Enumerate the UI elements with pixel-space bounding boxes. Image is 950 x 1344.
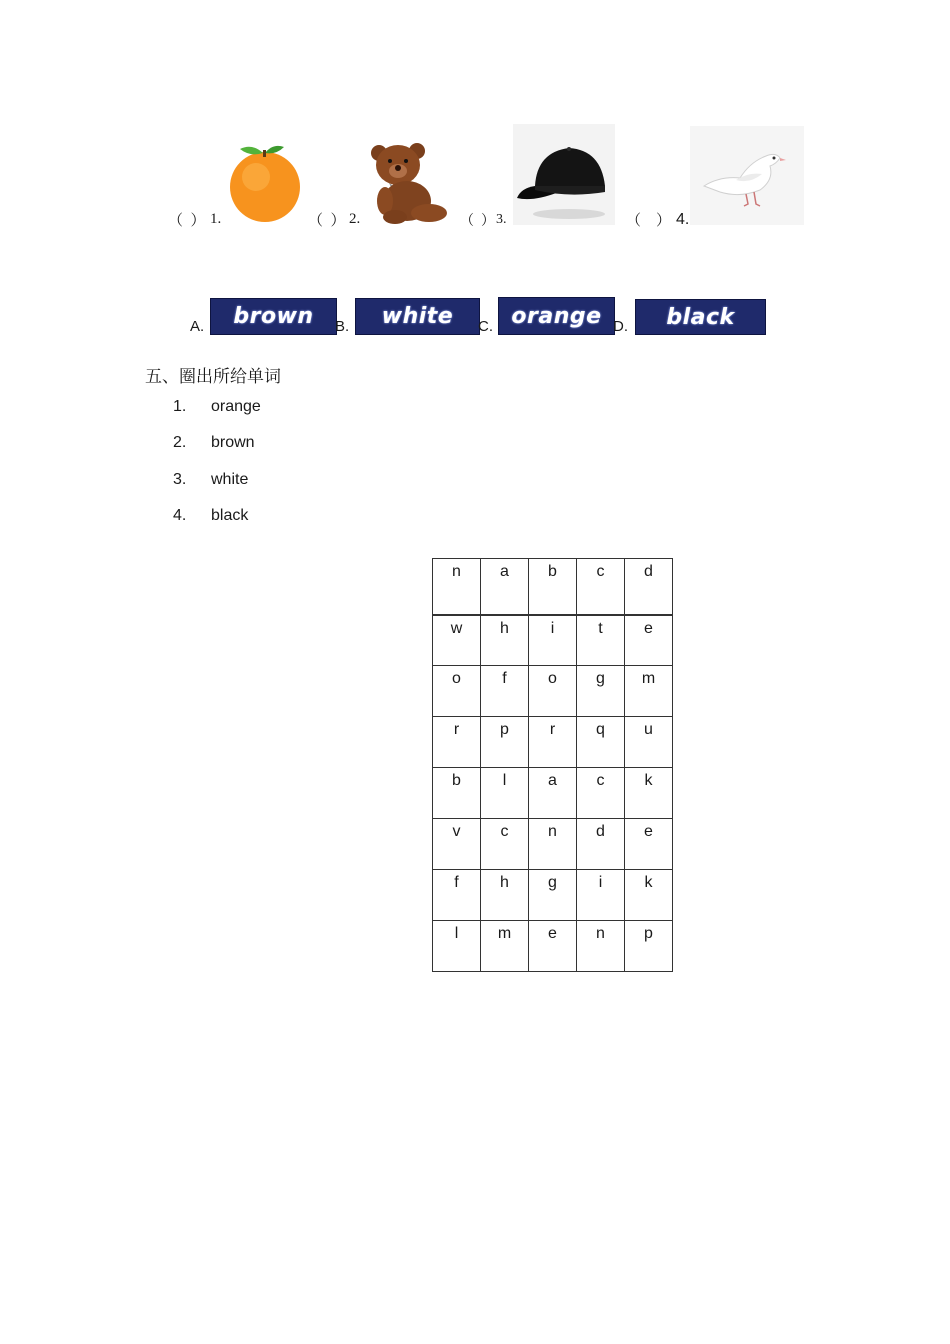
grid-cell[interactable]: b — [529, 559, 577, 615]
section-title: 五、圈出所给单词 — [145, 367, 281, 386]
list-word: black — [211, 507, 249, 524]
grid-cell[interactable]: e — [529, 921, 577, 972]
grid-row — [433, 819, 673, 870]
grid-cell[interactable]: i — [577, 870, 625, 921]
grid-cell[interactable]: c — [481, 819, 529, 870]
list-number: 2. — [173, 434, 187, 451]
grid-cell[interactable]: n — [529, 819, 577, 870]
option-letter-b: B. — [335, 318, 350, 335]
grid-cell[interactable]: f — [481, 666, 529, 717]
grid-cell[interactable]: f — [433, 870, 481, 921]
answer-paren-1[interactable]: （ ） — [168, 213, 206, 229]
grid-cell[interactable]: n — [577, 921, 625, 972]
grid-row — [433, 717, 673, 768]
grid-cell[interactable]: p — [481, 717, 529, 768]
grid-row — [433, 921, 673, 972]
grid-cell[interactable]: a — [529, 768, 577, 819]
list-number: 4. — [173, 507, 187, 524]
option-card-black: black — [635, 299, 766, 335]
grid-cell[interactable]: n — [433, 559, 481, 615]
list-word: orange — [211, 398, 261, 415]
question-number-2: 2. — [349, 211, 361, 227]
grid-cell[interactable]: a — [481, 559, 529, 615]
grid-cell[interactable]: i — [529, 615, 577, 666]
grid-cell[interactable]: l — [481, 768, 529, 819]
option-letter-d: D. — [613, 318, 628, 335]
question-number-1: 1. — [210, 211, 222, 227]
question-number-3: 3. — [496, 212, 507, 227]
grid-row — [433, 768, 673, 819]
grid-cell[interactable]: c — [577, 559, 625, 615]
grid-cell[interactable]: h — [481, 615, 529, 666]
grid-cell[interactable]: b — [433, 768, 481, 819]
answer-paren-4[interactable]: （ ） — [626, 213, 672, 229]
grid-cell[interactable]: r — [529, 717, 577, 768]
grid-cell[interactable]: m — [481, 921, 529, 972]
option-card-brown: brown — [210, 298, 337, 335]
grid-cell[interactable]: r — [433, 717, 481, 768]
question-number-4: 4. — [676, 211, 690, 228]
answer-paren-3[interactable]: （ ） — [460, 214, 495, 229]
cap-picture — [513, 124, 615, 225]
dove-picture — [690, 126, 804, 225]
grid-cell[interactable]: h — [481, 870, 529, 921]
grid-cell[interactable]: p — [625, 921, 673, 972]
grid-cell[interactable]: e — [625, 819, 673, 870]
option-letter-a: A. — [190, 318, 205, 335]
grid-cell[interactable]: d — [577, 819, 625, 870]
grid-cell[interactable]: q — [577, 717, 625, 768]
grid-cell[interactable]: t — [577, 615, 625, 666]
option-letter-c: C. — [478, 318, 493, 335]
grid-cell[interactable]: d — [625, 559, 673, 615]
grid-cell[interactable]: u — [625, 717, 673, 768]
grid-cell[interactable]: c — [577, 768, 625, 819]
grid-row — [433, 666, 673, 717]
grid-cell[interactable]: k — [625, 870, 673, 921]
list-word: white — [211, 471, 249, 488]
grid-cell[interactable]: k — [625, 768, 673, 819]
list-number: 3. — [173, 471, 187, 488]
option-card-white: white — [355, 298, 480, 335]
grid-cell[interactable]: g — [577, 666, 625, 717]
option-card-orange: orange — [498, 297, 615, 335]
grid-cell[interactable]: m — [625, 666, 673, 717]
word-search-grid — [432, 558, 673, 972]
grid-cell[interactable]: e — [625, 615, 673, 666]
grid-cell[interactable]: o — [529, 666, 577, 717]
grid-row — [433, 870, 673, 921]
grid-cell[interactable]: l — [433, 921, 481, 972]
grid-cell[interactable]: g — [529, 870, 577, 921]
grid-cell[interactable]: v — [433, 819, 481, 870]
teddy-bear-picture — [367, 141, 453, 225]
list-word: brown — [211, 434, 255, 451]
grid-row — [433, 615, 673, 666]
answer-paren-2[interactable]: （ ） — [308, 213, 346, 229]
grid-cell[interactable]: w — [433, 615, 481, 666]
orange-picture — [228, 141, 302, 225]
grid-row — [433, 559, 673, 615]
grid-cell[interactable]: o — [433, 666, 481, 717]
list-number: 1. — [173, 398, 187, 415]
